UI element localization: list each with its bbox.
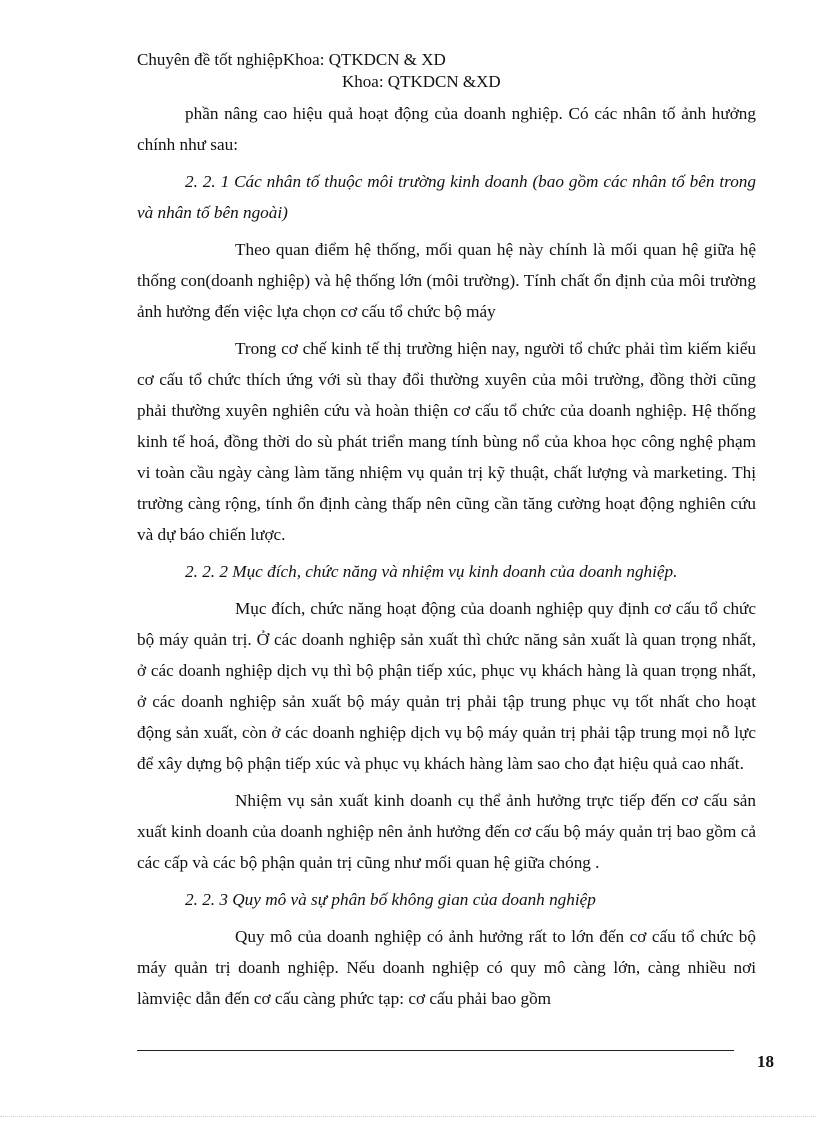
paragraph: Trong cơ chế kinh tế thị trường hiện nay, người tổ chức phải tìm kiếm kiểu cơ cấu tổ chức thích ứng với sù thay đổi thường xuyên của môi trường, đồng thời cũng phải thường xuyên nghiên cứu và hoàn thiện cơ cấu tổ chức của doanh nghiệp. Hệ thống kinh tế hoá, đồng thời do sù phát triển mang tính bùng nổ của khoa học công nghệ phạm vi toàn cầu ngày càng làm tăng nhiệm vụ quản trị kỹ thuật, chất lượng và marketing. Thị trường càng rộng, tính ổn định càng thấp nên cũng cần tăng cường hoạt động nghiên cứu và dự báo chiến lược. — [137, 339, 756, 544]
section-heading-2-2-1: 2. 2. 1 Các nhân tố thuộc môi trường kinh doanh (bao gồm các nhân tố bên trong và nhân tố bên ngoài) — [137, 172, 756, 222]
body-text — [137, 98, 756, 1020]
section-heading-2-2-2: 2. 2. 2 Mục đích, chức năng và nhiệm vụ kinh doanh của doanh nghiệp. — [185, 562, 678, 581]
page-bottom-border — [0, 1116, 816, 1117]
section-heading-2-2-3: 2. 2. 3 Quy mô và sự phân bố không gian của doanh nghiệp — [185, 890, 596, 909]
running-header: Chuyên đề tốt nghiệpKhoa: QTKDCN & XD — [137, 50, 446, 69]
paragraph: Theo quan điểm hệ thống, mối quan hệ này chính là mối quan hệ giữa hệ thống con(doanh nghiệp) và hệ thống lớn (môi trường). Tính chất ổn định của môi trường ảnh hưởng đến việc lựa chọn cơ cấu tổ chức bộ máy — [137, 240, 756, 321]
running-header-department: Khoa: QTKDCN &XD — [342, 72, 501, 91]
paragraph: Quy mô của doanh nghiệp có ảnh hưởng rất to lớn đến cơ cấu tổ chức bộ máy quản trị doanh nghiệp. Nếu doanh nghiệp có quy mô càng lớn, càng nhiều nơi làmviệc dẫn đến cơ cấu càng phức tạp: cơ cấu phải bao gồm — [137, 927, 756, 1008]
paragraph: Mục đích, chức năng hoạt động của doanh nghiệp quy định cơ cấu tổ chức bộ máy quản trị. Ở các doanh nghiệp sản xuất thì chức năng sản xuất là quan trọng nhất, ở các doanh nghiệp dịch vụ thì bộ phận tiếp xúc, phục vụ khách hàng là quan trọng nhất, ở các doanh nghiệp sản xuất bộ máy quản trị phải tập trung phục vụ tốt nhất cho hoạt động sản xuất, còn ở các doanh nghiệp dịch vụ bộ máy quản trị phải tập trung mọi nỗ lực để xây dựng bộ phận tiếp xúc và phục vụ khách hàng làm sao cho đạt hiệu quả cao nhất. — [137, 599, 756, 773]
paragraph: Nhiệm vụ sản xuất kinh doanh cụ thể ảnh hưởng trực tiếp đến cơ cấu sản xuất kinh doanh của doanh nghiệp nên ảnh hưởng đến cơ cấu bộ máy quản trị bao gồm cả các cấp và các bộ phận quản trị cũng như mối quan hệ giữa chóng . — [137, 791, 756, 872]
paragraph-continuation: phần nâng cao hiệu quả hoạt động của doanh nghiệp. Có các nhân tố ảnh hưởng chính như sau: — [137, 104, 756, 154]
page-number: 18 — [757, 1052, 774, 1071]
footer-divider — [137, 1050, 734, 1051]
